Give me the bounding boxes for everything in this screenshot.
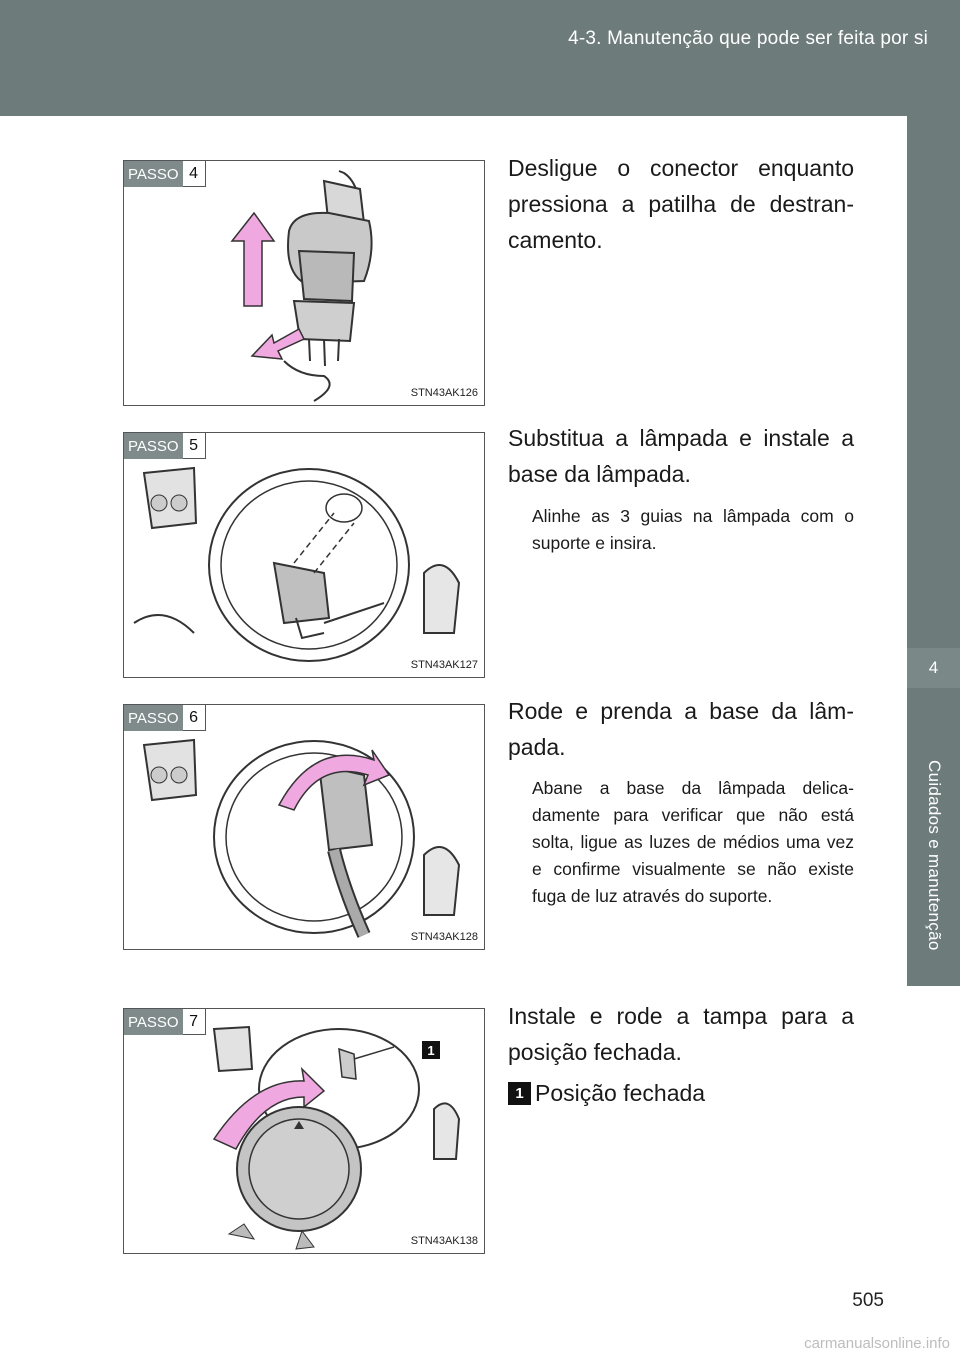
callout-text: Posição fechada xyxy=(535,1080,706,1106)
figure-code: STN43AK126 xyxy=(410,387,478,399)
step-5-text: Substitua a lâmpada e instale a base da lâmpada. xyxy=(508,425,854,487)
figure-callout-number: 1 xyxy=(427,1043,435,1058)
step-number: 6 xyxy=(183,705,206,731)
page-number: 505 xyxy=(852,1290,884,1311)
figure-step-6 xyxy=(123,704,485,950)
step-5-note: Alinhe as 3 guias na lâmpada com o suporte e insira. xyxy=(532,506,854,553)
figure-step-5 xyxy=(123,432,485,678)
header-band xyxy=(0,0,960,116)
side-tab-upper xyxy=(907,116,960,646)
step-number: 5 xyxy=(183,433,206,459)
step-word: PASSO xyxy=(124,161,183,187)
bulb-install-illustration xyxy=(124,433,484,677)
step-badge xyxy=(124,1009,206,1035)
step-word: PASSO xyxy=(124,1009,183,1035)
bulb-connector-illustration xyxy=(124,161,484,405)
bulb-rotate-illustration xyxy=(124,705,484,949)
step-number: 4 xyxy=(183,161,206,187)
step-7-text: Instale e rode a tampa para a posição fechada. xyxy=(508,1003,854,1065)
figure-code: STN43AK128 xyxy=(410,931,478,943)
step-badge xyxy=(124,161,206,187)
figure-code: STN43AK127 xyxy=(410,659,478,671)
cover-install-illustration xyxy=(124,1009,484,1253)
chapter-number: 4 xyxy=(907,648,960,688)
figure-step-7 xyxy=(123,1008,485,1254)
step-word: PASSO xyxy=(124,433,183,459)
watermark: carmanualsonline.info xyxy=(804,1335,950,1352)
callout-legend xyxy=(508,1080,705,1107)
figure-code: STN43AK138 xyxy=(410,1235,478,1247)
step-6-note: Abane a base da lâmpada delica-damente para verificar que não está solta, ligue as luzes de médios uma vez e confirme visualmente se não existe fuga de luz através do suporte. xyxy=(532,778,854,906)
figure-step-4 xyxy=(123,160,485,406)
step-number: 7 xyxy=(183,1009,206,1035)
callout-badge: 1 xyxy=(508,1082,531,1105)
step-6-text: Rode e prenda a base da lâm-pada. xyxy=(508,698,854,760)
step-word: PASSO xyxy=(124,705,183,731)
step-badge xyxy=(124,705,206,731)
section-title: 4-3. Manutenção que pode ser feita por si xyxy=(568,28,928,49)
step-badge xyxy=(124,433,206,459)
chapter-label: Cuidados e manutenção xyxy=(925,760,944,951)
step-4-text: Desligue o conector enquanto pressiona a patilha de destran-camento. xyxy=(508,155,854,253)
